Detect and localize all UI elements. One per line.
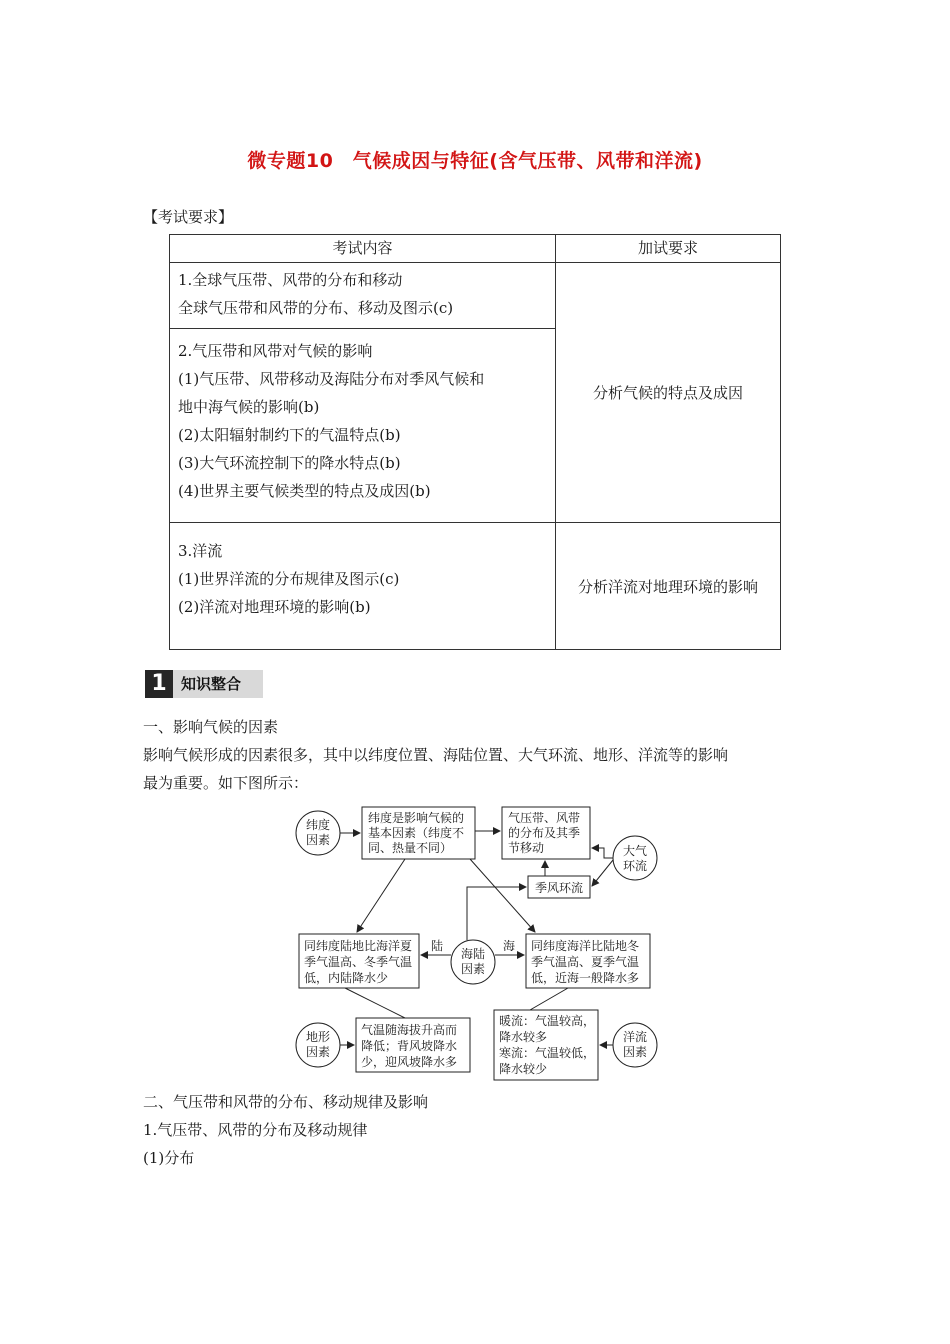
- pressure-box-text: 节移动: [508, 841, 545, 855]
- terrain-box-text: 降低；背风坡降水: [361, 1039, 458, 1053]
- arrow: [470, 859, 535, 932]
- row2-line: (2)太阳辐射制约下的气温特点(b): [178, 426, 401, 444]
- land-box-text: 低，内陆降水少: [304, 971, 389, 985]
- exam-requirements-label: 【考试要求】: [143, 208, 234, 226]
- current-box-text: 寒流：气温较低，: [499, 1046, 596, 1060]
- arrow: [592, 860, 613, 886]
- paragraph-line: 最为重要。如下图所示：: [143, 774, 309, 792]
- atmos-circle-text: 环流: [622, 859, 648, 873]
- row2-line: (1)气压带、风带移动及海陆分布对季风气候和: [178, 370, 485, 388]
- req-cell-currents: 分析洋流对地理环境的影响: [556, 523, 781, 650]
- sealand-circle-text: 海陆: [460, 947, 486, 961]
- atmos-circle: [613, 836, 657, 880]
- current-circle-text: 因素: [622, 1045, 648, 1059]
- pressure-box-text: 的分布及其季: [508, 826, 581, 840]
- terrain-circle-text: 地形: [305, 1030, 331, 1044]
- land-box-text: 季气温高、冬季气温: [304, 955, 413, 969]
- page-title: 微专题10 气候成因与特征(含气压带、风带和洋流): [247, 150, 703, 172]
- land-box-text: 同纬度陆地比海洋夏: [304, 939, 413, 953]
- subheading-distribution: (1)分布: [143, 1149, 195, 1167]
- row2-line: (3)大气环流控制下的降水特点(b): [178, 454, 401, 472]
- paragraph-line: 影响气候形成的因素很多，其中以纬度位置、海陆位置、大气环流、地形、洋流等的影响: [143, 746, 729, 764]
- subheading-distribution-movement: 1.气压带、风带的分布及移动规律: [143, 1121, 368, 1139]
- terrain-box-text: 气温随海拔升高而: [361, 1023, 458, 1037]
- header-exam-content: 考试内容: [170, 235, 556, 263]
- sea-box-text: 低，近海一般降水多: [531, 971, 640, 985]
- atmos-circle-text: 大气: [622, 844, 648, 858]
- current-box-text: 降水较多: [499, 1030, 548, 1044]
- latitude-circle-text: 纬度: [305, 818, 331, 832]
- latitude-box-text: 纬度是影响气候的: [368, 811, 465, 825]
- row3-line: (1)世界洋流的分布规律及图示(c): [178, 570, 400, 588]
- latitude-box-text: 基本因素（纬度不: [368, 826, 465, 840]
- latitude-circle-text: 因素: [305, 833, 331, 847]
- row1-line: 全球气压带和风带的分布、移动及图示(c): [178, 299, 454, 317]
- pressure-box-text: 气压带、风带: [508, 811, 581, 825]
- terrain-box-text: 少，迎风坡降水多: [361, 1055, 458, 1069]
- current-box-text: 暖流：气温较高，: [499, 1014, 596, 1028]
- row3-line: 3.洋流: [178, 542, 223, 560]
- row2-line: 地中海气候的影响(b): [178, 398, 320, 416]
- header-extra-requirement: 加试要求: [556, 235, 781, 263]
- arrow: [357, 859, 405, 932]
- arrow: [467, 887, 526, 940]
- section-label: 知识整合: [181, 675, 242, 693]
- row2-line: (4)世界主要气候类型的特点及成因(b): [178, 482, 431, 500]
- row2-line: 2.气压带和风带对气候的影响: [178, 342, 373, 360]
- current-circle-text: 洋流: [622, 1030, 648, 1044]
- heading-climate-factors: 一、影响气候的因素: [143, 718, 279, 736]
- sea-box-text: 同纬度海洋比陆地冬: [531, 939, 640, 953]
- row1-line: 1.全球气压带、风带的分布和移动: [178, 271, 403, 289]
- sealand-circle-text: 因素: [460, 962, 486, 976]
- terrain-circle-text: 因素: [305, 1045, 331, 1059]
- sea-label: 海: [502, 939, 516, 953]
- section-number: 1: [145, 670, 173, 698]
- row3-line: (2)洋流对地理环境的影响(b): [178, 598, 371, 616]
- latitude-box-text: 同、热量不同）: [368, 841, 453, 855]
- sea-box-text: 季气温高、夏季气温: [531, 955, 640, 969]
- connector: [530, 988, 568, 1010]
- heading-pressure-wind-belts: 二、气压带和风带的分布、移动规律及影响: [143, 1093, 429, 1111]
- req-cell-climate: 分析气候的特点及成因: [556, 263, 781, 523]
- connector: [345, 988, 405, 1018]
- land-label: 陆: [430, 939, 444, 953]
- arrow: [592, 848, 613, 858]
- monsoon-box-text: 季风环流: [534, 881, 584, 895]
- current-box-text: 降水较少: [499, 1062, 548, 1076]
